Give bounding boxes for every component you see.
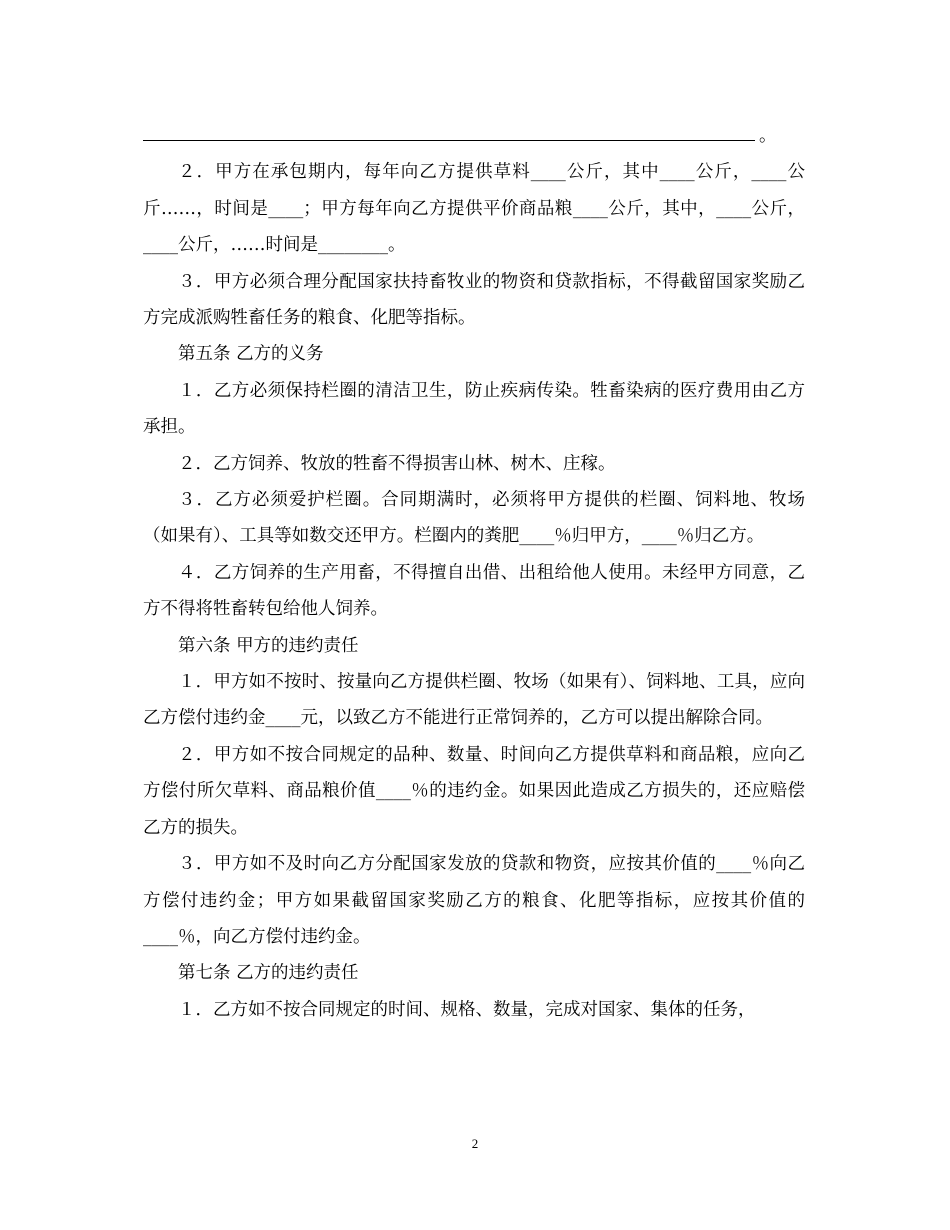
clause-paragraph: ２．甲方在承包期内，每年向乙方提供草料____公斤，其中____公斤，____公斤……，时间是____；甲方每年向乙方提供平价商品粮____公斤，其中，____公斤，____公斤，……时间是________。 (143, 162, 805, 256)
clause-paragraph: ２．乙方饲养、牧放的牲畜不得损害山林、树木、庄稼。 (178, 453, 616, 474)
underline-rule (143, 140, 755, 141)
clause-paragraph: １．乙方必须保持栏圈的清洁卫生，防止疾病传染。牲畜染病的医疗费用由乙方承担。 (143, 380, 805, 438)
article-heading: 第五条 乙方的义务 (178, 344, 324, 365)
blank-fill-line (143, 118, 805, 154)
document-body (143, 118, 805, 1028)
clause-paragraph: ３．甲方如不及时向乙方分配国家发放的贷款和物资，应按其价值的____％向乙方偿付违约金；甲方如果截留国家奖励乙方的粮食、化肥等指标，应按其价值的____％，向乙方偿付违约金。 (143, 854, 805, 947)
clause-paragraph: ３．乙方必须爱护栏圈。合同期满时，必须将甲方提供的栏圈、饲料地、牧场（如果有）、工具等如数交还甲方。栏圈内的粪肥____％归甲方，____％归乙方。 (143, 490, 805, 547)
article-heading: 第六条 甲方的违约责任 (178, 635, 359, 656)
clause-paragraph: ４．乙方饲养的生产用畜，不得擅自出借、出租给他人使用。未经甲方同意，乙方不得将牲畜转包给他人饲养。 (143, 562, 805, 620)
clause-paragraph: ２．甲方如不按合同规定的品种、数量、时间向乙方提供草料和商品粮，应向乙方偿付所欠草料、商品粮价值____％的违约金。如果因此造成乙方损失的，还应赔偿乙方的损失。 (143, 744, 805, 838)
page-number: 2 (471, 1136, 479, 1151)
clause-paragraph: １．甲方如不按时、按量向乙方提供栏圈、牧场（如果有）、饲料地、工具，应向乙方偿付违约金____元，以致乙方不能进行正常饲养的，乙方可以提出解除合同。 (143, 672, 805, 729)
fragment-end-punctuation: 。 (759, 126, 777, 146)
article-heading: 第七条 乙方的违约责任 (178, 963, 359, 984)
clause-paragraph: １．乙方如不按合同规定的时间、规格、数量，完成对国家、集体的任务， (178, 999, 756, 1020)
clause-paragraph: ３．甲方必须合理分配国家扶持畜牧业的物资和贷款指标，不得截留国家奖励乙方完成派购牲畜任务的粮食、化肥等指标。 (143, 271, 805, 329)
